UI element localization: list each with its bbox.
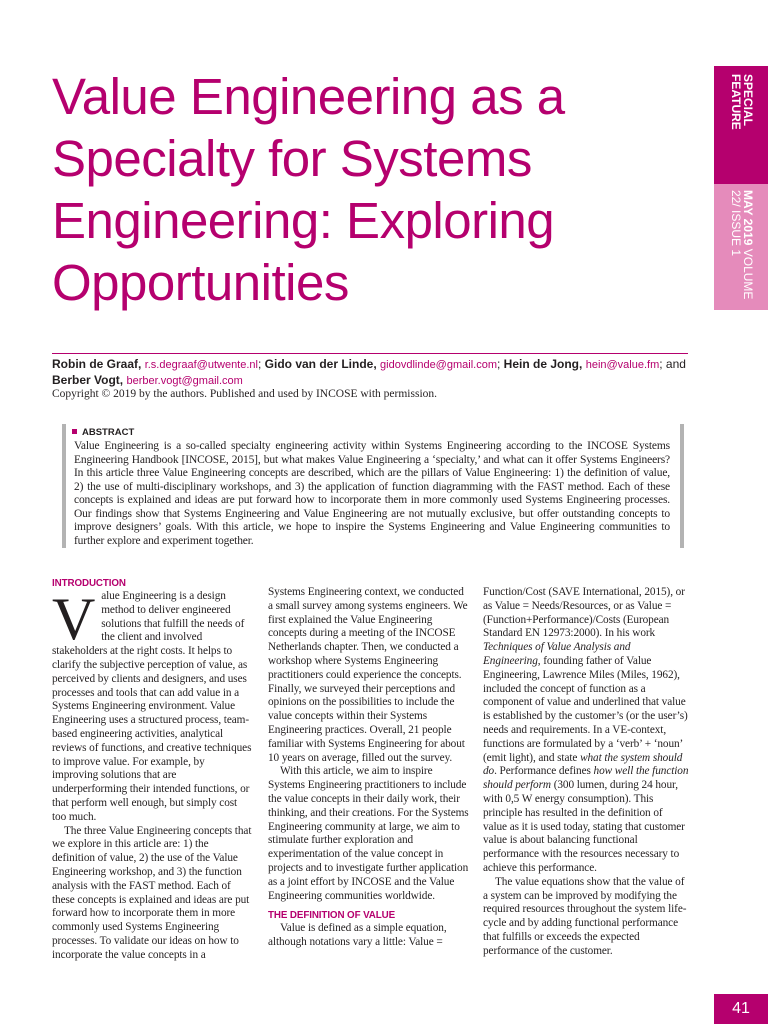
author-email-link[interactable]: berber.vogt@gmail.com (126, 375, 243, 387)
issue-label: MAY 2019 VOLUME 22/ ISSUE 1 (729, 190, 755, 300)
page-number: 41 (714, 994, 768, 1024)
section-heading-introduction: INTRODUCTION (52, 578, 126, 589)
column-3 (483, 586, 689, 959)
intro-paragraph-1: alue Engineering is a design method to deliver engineered solutions that fulfill the needs of the client and involved stakeholders at the right costs. It helps to clarify the subjective perception of value, as perceived by clients and designers, and uses processes and tools that can add value in a Systems Engineering environment. Value Engineering uses a structured process, team-based engineering activities, analytical reviews of functions, and creative techniques to improve value. For example, by improving solutions that are underperforming their intended functions, or that perform well enough, but simply cost too much. (52, 590, 252, 823)
intro-paragraph-2: The three Value Engineering concepts that we explore in this article are: 1) the definition of value, 2) the use of the Value Engineering workshop, and 3) the function analysis with the FAST method. Each of these concepts is explained and ideas are put forward how to incorporate them in more commonly used Systems Engineering processes. To validate our ideas on how to incorporate the value concepts in a (52, 824, 252, 961)
author-email-link[interactable]: r.s.degraaf@utwente.nl (144, 359, 258, 371)
col2-paragraph-1: Systems Engineering context, we conducted a small survey among systems engineers. We first explained the Value Engineering concepts during a meeting of the INCOSE Netherlands chapter. Then, we conducted a workshop where Systems Engineering practitioners could experience the concepts. Finally, we surveyed their perceptions and opinions on the possibilities to include the value concepts within their Systems Engineering practices. Overall, 21 people familiar with Systems Engineering for about 10 years on average, filled out the survey. (268, 586, 468, 764)
article-title: Value Engineering as a Specialty for Systems Engineering: Exploring Opportunities (52, 68, 565, 311)
author-name: Gido van der Linde, (264, 357, 377, 371)
column-1 (52, 577, 252, 963)
special-feature-label: SPECIAL FEATURE (729, 74, 755, 130)
abstract-box (62, 424, 684, 548)
special-feature-tab (714, 66, 768, 184)
author-divider (52, 353, 688, 354)
author-list: Robin de Graaf, r.s.degraaf@utwente.nl; Gido van der Linde, gidovdlinde@gmail.com; Hein de Jong, hein@value.fm; and Berber Vogt, berber.vogt@gmail.com (52, 357, 686, 387)
author-name: Berber Vogt, (52, 373, 124, 387)
col3-paragraph-2: The value equations show that the value of a system can be improved by modifying the required resources throughout the system life-cycle and by adding functional performance that fulfills or exceeds the expected performance of the customer. (483, 875, 687, 957)
section-heading-definition-of-value: THE DEFINITION OF VALUE (268, 910, 396, 922)
author-email-link[interactable]: hein@value.fm (585, 359, 660, 371)
drop-cap: V (52, 586, 96, 652)
column-2 (268, 586, 470, 950)
bullet-square-icon (72, 429, 77, 434)
abstract-text: Value Engineering is a so-called specialty engineering activity within Systems Engineering according to the INCOSE Systems Engineering Handbook [INCOSE, 2015], but what makes Value Engineering a ‘specialty,’ and what can it offer Systems Engineers? In this article three Value Engineering concepts are described, which are the pillars of Value Engineering: 1) the definition of value, 2) the use of multi-disciplinary workshops, and 3) the application of function diagramming with the FAST method. Each of these concepts is explained and ideas are put forward how to incorporate them in more commonly used Systems Engineering processes. Our findings show that Systems Engineering and Value Engineering are not mutually exclusive, but offer outstanding concepts to improve designers’ goals. With this article, we hope to inspire the Systems Engineering and Value Engineering communities to further explore and experiment together. (74, 440, 670, 547)
col2-paragraph-3: Value is defined as a simple equation, although notations vary a little: Value = (268, 922, 447, 949)
author-name: Hein de Jong, (503, 357, 583, 371)
col2-paragraph-2: With this article, we aim to inspire Systems Engineering practitioners to include the value concepts in their daily work, their thinking, and their creations. For the Systems Engineering community at large, we aim to stimulate further exploration and experimentation of the value concept in projects and to investigate further application as a joint effort by INCOSE and the Value Engineering communities worldwide. (268, 765, 469, 902)
abstract-heading: ABSTRACT (72, 426, 670, 440)
issue-tab (714, 184, 768, 310)
col3-paragraph-1: Function/Cost (SAVE International, 2015), or as Value = Needs/Resources, or as Value = (Function+Performance)/Costs (European Standard EN 12973:2000). In his work Techniques of Value Analysis and Engineering, founding father of Value Engineering, Lawrence Miles (Miles, 1962), included the concept of function as a component of value and underlined that value is established by the customer’s (or the user’s) needs and requirements. In a VE-context, functions are formulated by a ‘verb’ + ‘noun’ (emit light), and state what the system should do. Performance defines how well the function should perform (300 lumen, during 24 hour, with 0,5 W energy consumption). This principle has resulted in the definition of value as it is used today, stating that customer value is about balancing functional performance with the resources necessary to achieve this performance. (483, 586, 689, 874)
copyright-notice: Copyright © 2019 by the authors. Published and used by INCOSE with permission. (52, 388, 438, 400)
author-email-link[interactable]: gidovdlinde@gmail.com (380, 359, 497, 371)
author-name: Robin de Graaf, (52, 357, 142, 371)
